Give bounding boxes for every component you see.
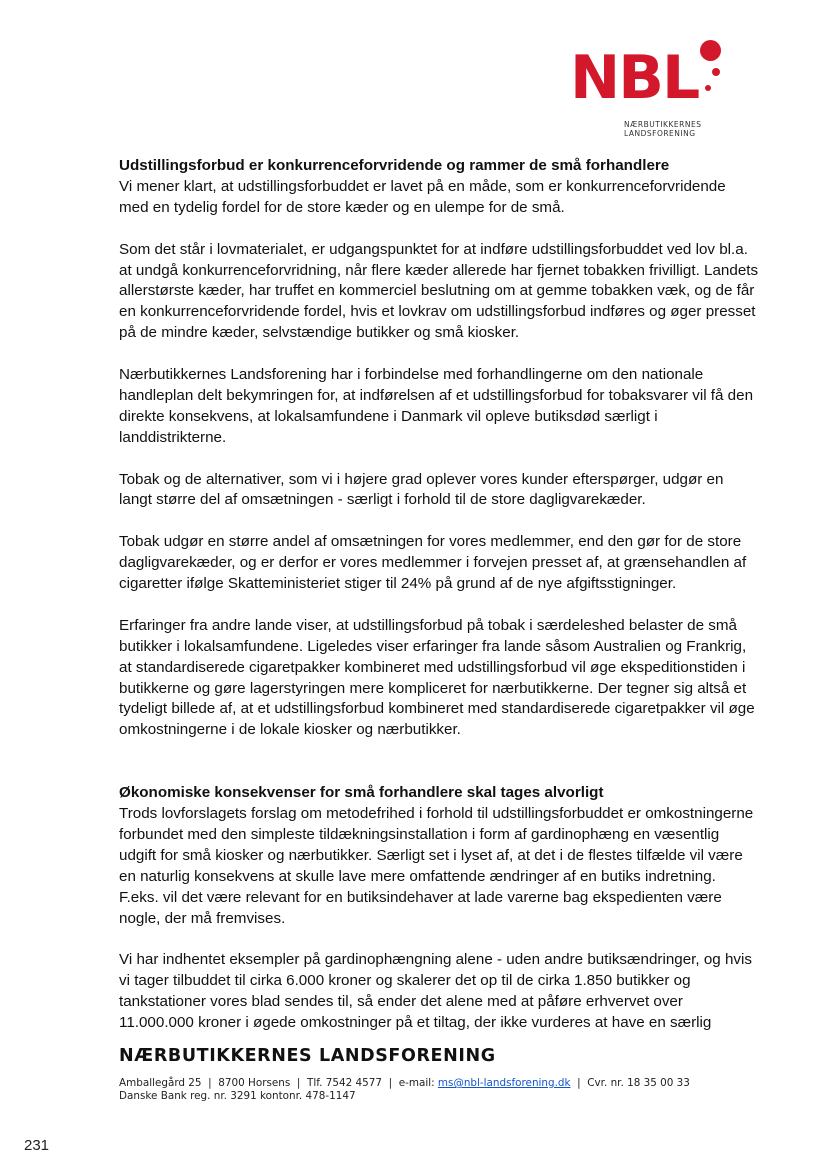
logo-dot-small	[705, 85, 711, 91]
logo-dot-large	[700, 40, 721, 61]
separator: |	[293, 1077, 304, 1089]
separator: |	[573, 1077, 584, 1089]
paragraph: Nærbutikkernes Landsforening har i forbindelse med forhandlingerne om den nationale handleplan delt bekymringen for, at indførelsen af et udstillingsforbud for tobaksvarer vil få den direkte konsekvens, at lokalsamfundene i Danmark vil opleve butiksdød særligt i landdistrikterne.	[119, 366, 754, 446]
footer-email-link[interactable]: ms@nbl-landsforening.dk	[437, 1077, 571, 1089]
document-body	[119, 156, 759, 1055]
footer-cvr: Cvr. nr. 18 35 00 33	[587, 1077, 690, 1089]
footer-phone: Tlf. 7542 4577	[307, 1077, 382, 1089]
logo-subtitle-line1: NÆRBUTIKKERNES	[624, 120, 702, 129]
nbl-logo	[570, 40, 730, 140]
separator: |	[204, 1077, 215, 1089]
footer-bank: Danske Bank reg. nr. 3291 kontonr. 478-1147	[119, 1090, 356, 1102]
separator: |	[385, 1077, 396, 1089]
paragraph: Vi har indhentet eksempler på gardinophængning alene - uden andre butiksændringer, og hvis vi tager tilbuddet til cirka 6.000 kroner og skalerer det op til de cirka 1.850 butikker og tankstationer vores blad sendes til, så ender det alene med at påføre erhvervet over 11.000.000 kroner i øgede omkostninger på et tiltag, der ikke vurderes at have en særlig	[119, 951, 752, 1032]
logo-dot-medium	[712, 68, 720, 76]
page-number: 231	[24, 1137, 50, 1154]
paragraph: Tobak og de alternativer, som vi i højere grad oplever vores kunder efterspørger, udgør en langt større del af omsætningen - særligt i forhold til de store dagligvarekæder.	[119, 470, 724, 509]
logo-subtitle-line2: LANDSFORENING	[624, 129, 696, 138]
footer-city: 8700 Horsens	[218, 1077, 291, 1089]
paragraph: Erfaringer fra andre lande viser, at udstillingsforbud på tobak i særdeleshed belaster de små butikker i lokalsamfundene. Ligeledes viser erfaringer fra lande såsom Australien og Frankrig, at standardiserede cigaretpakker kombineret med udstillingsforbud vil øge ekspeditionstiden i butikkerne og gøre lagerstyringen mere kompliceret for nærbutikkerne. Der tegner sig altså et tydeligt billede af, at et udstillingsforbud kombineret med standardiserede cigaretpakker vil øge omkostningerne i de lokale kiosker og nærbutikker.	[119, 616, 755, 739]
footer-address: Amballegård 25	[119, 1077, 202, 1089]
paragraph: Vi mener klart, at udstillingsforbuddet er lavet på en måde, som er konkurrenceforvridende med en tydelig fordel for de store kæder og en ulempe for de små.	[119, 177, 726, 216]
section-heading: Udstillingsforbud er konkurrenceforvridende og rammer de små forhandlere	[119, 157, 670, 174]
footer-title: NÆRBUTIKKERNES LANDSFORENING	[119, 1046, 496, 1066]
footer-contact	[119, 1077, 690, 1103]
logo-subtitle	[624, 120, 701, 138]
section-heading: Økonomiske konsekvenser for små forhandlere skal tages alvorligt	[119, 784, 604, 802]
footer-contact-line	[119, 1077, 690, 1090]
paragraph: Tobak udgør en større andel af omsætningen for vores medlemmer, end den gør for de store dagligvarekæder, og er derfor er vores medlemmer i forvejen presset af, at grænsehandlen af cigaretter ifølge Skatteministeriet stiger til 24% på grund af de nye afgiftsstigninger.	[119, 533, 747, 593]
footer-email-label: e-mail:	[398, 1077, 435, 1089]
section-spacer	[119, 762, 759, 783]
logo-wordmark: NBL	[570, 43, 699, 113]
paragraph: Som det står i lovmaterialet, er udgangspunktet for at indføre udstillingsforbuddet ved lov bl.a. at undgå konkurrenceforvridning, når flere kæder allerede har fjernet tobakken frivilligt. Landets allerstørste kæder, har truffet en kommerciel beslutning om at gemme tobakken væk, og de får en konkurrenceforvridende fordel, hvis et lovkrav om udstillingsforbud indføres og øger presset på de mindre kæder, selvstændige butikker og små kiosker.	[119, 240, 759, 342]
paragraph: Trods lovforslagets forslag om metodefrihed i forhold til udstillingsforbuddet er omkostningerne forbundet med den simpleste tildækningsinstallation i form af gardinophæng en væsentlig udgift for små kiosker og nærbutikker. Særligt set i lyset af, at det i de flestes tilfælde vil være en naturlig konsekvens at skulle lave mere omfattende ændringer af en butiks indretning. F.eks. vil det være relevant for en butiksindehaver at lade varerne bag ekspedienten være nogle, der må fremvises.	[119, 805, 754, 927]
